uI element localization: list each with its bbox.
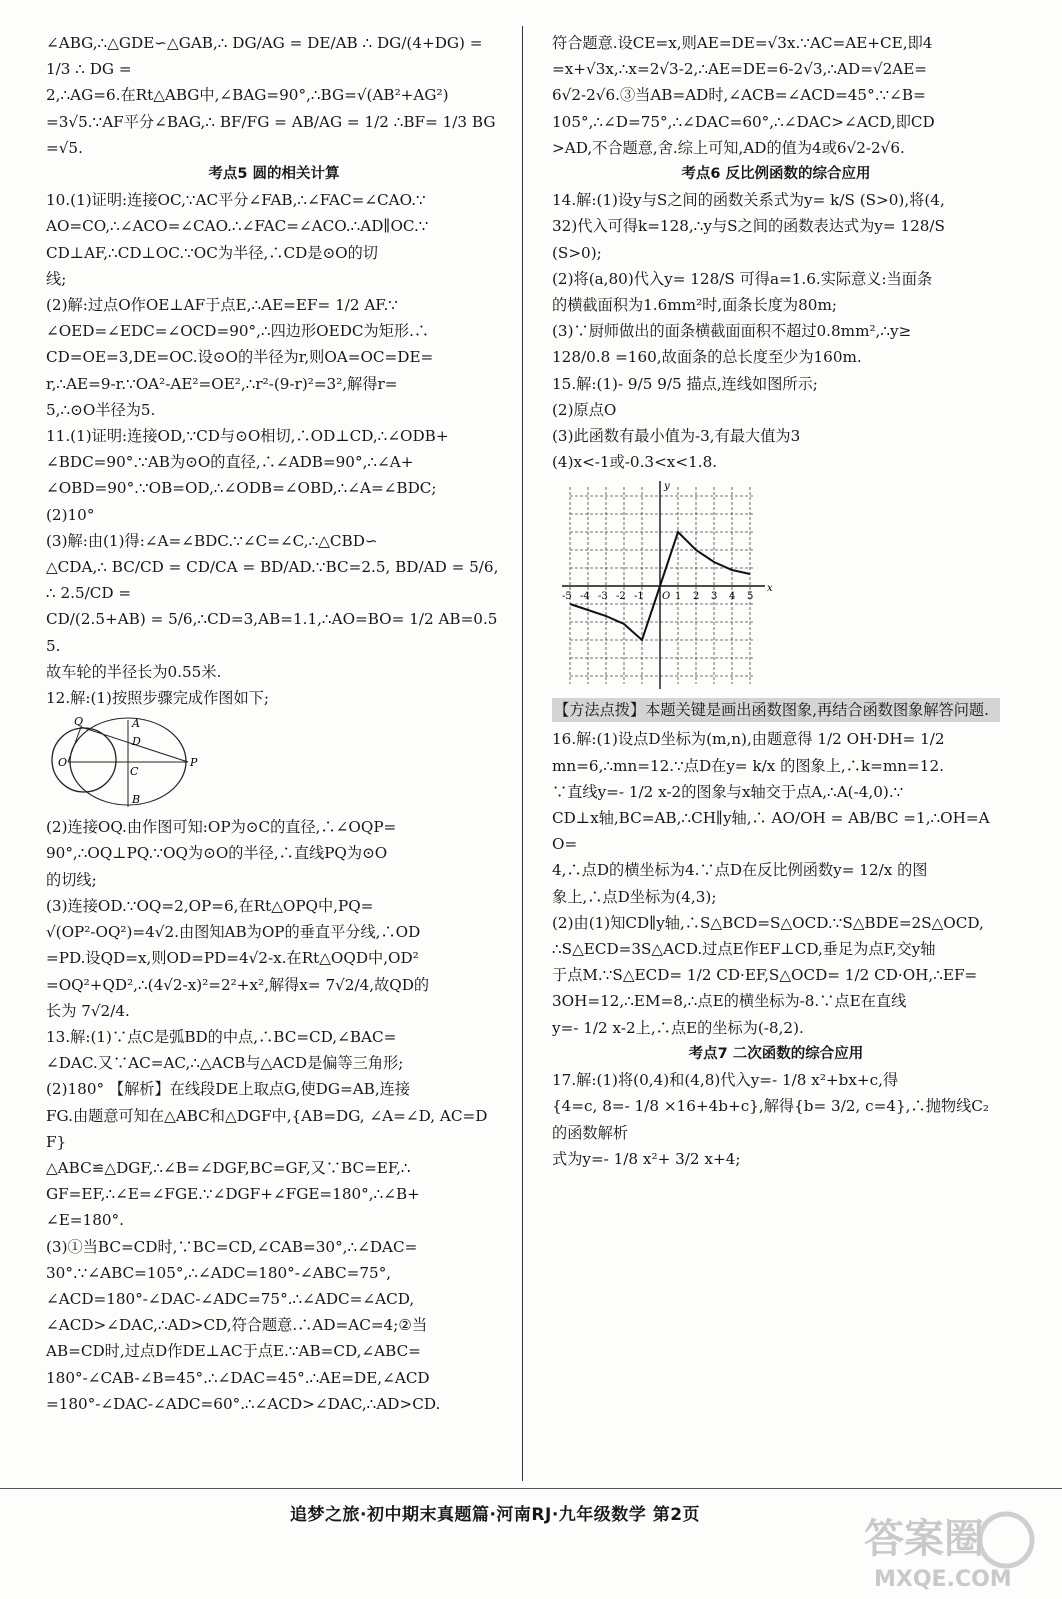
text-line: =OQ²+QD²,∴(4√2-x)²=2²+x²,解得x= 7√2/4,故QD的: [46, 975, 430, 994]
question-17: [552, 1067, 1000, 1172]
question-14: [552, 187, 1000, 370]
section-heading-7: 考点7 二次函数的综合应用: [688, 1045, 864, 1062]
text-line: 式为y=- 1/8 x²+ 3/2 x+4;: [552, 1149, 741, 1168]
section-heading-6: 考点6 反比例函数的综合应用: [681, 166, 871, 183]
function-graph-figure: [560, 479, 780, 694]
text-line: CD⊥AF,∴CD⊥OC.∵OC为半径,∴CD是⊙O的切: [46, 243, 378, 262]
text-line: (2)由(1)知CD∥y轴,∴S△BCD=S△OCD.∵S△BDE=2S△OCD,: [552, 913, 984, 932]
section-heading-5: 考点5 圆的相关计算: [208, 166, 340, 183]
column-divider: [522, 26, 523, 1481]
text-line: ∠E=180°.: [46, 1211, 124, 1230]
text-line: (3)①当BC=CD时,∵BC=CD,∠CAB=30°,∴∠DAC=: [46, 1237, 418, 1256]
text-line: 17.解:(1)将(0,4)和(4,8)代入y=- 1/8 x²+bx+c,得: [552, 1071, 899, 1090]
text-line: AO=CO,∴∠ACO=∠CAO.∴∠FAC=∠ACO.∴AD∥OC.∵: [46, 217, 429, 236]
text-line: {4=c, 8=- 1/8 ×16+4b+c},解得{b= 3/2, c=4},∴抛物线C₂的函数解析: [552, 1097, 989, 1142]
x-axis-label: x: [767, 583, 773, 595]
text-line: CD⊥x轴,BC=AB,∴CH∥y轴,∴ AO/OH = AB/BC =1,∴OH=AO=: [552, 809, 990, 854]
text-line: (3)此函数有最小值为-3,有最大值为3: [552, 427, 801, 446]
text-line: (2)10°: [46, 505, 95, 524]
text-line: (2)原点O: [552, 400, 617, 419]
text-line: 故车轮的半径长为0.55米.: [46, 662, 222, 681]
text-line: ∴S△ECD=3S△ACD.过点E作EF⊥CD,垂足为点F,交y轴: [552, 940, 936, 959]
label-q: Q: [74, 715, 84, 729]
text-line: =3√5.∵AF平分∠BAG,∴ BF/FG = AB/AG = 1/2 ∴BF= 1/3 BG=√5.: [46, 112, 496, 157]
tick-label: -5: [562, 591, 572, 603]
text-line: 象上,∴点D坐标为(4,3);: [552, 887, 717, 906]
tick-label: -4: [580, 591, 590, 603]
tick-label: 5: [747, 591, 754, 603]
text-line: mn=6,∴mn=12.∵点D在y= k/x 的图象上,∴k=mn=12.: [552, 756, 944, 775]
text-line: CD=OE=3,DE=OC.设⊙O的半径为r,则OA=OC=DE=: [46, 348, 434, 367]
watermark-brand: 答案圈: [864, 1516, 984, 1562]
text-line: 16.解:(1)设点D坐标为(m,n),由题意得 1/2 OH·DH= 1/2: [552, 730, 945, 749]
y-axis-label: y: [664, 481, 670, 493]
tick-label: 1: [675, 591, 682, 603]
text-line: ∠DAC.又∵AC=AC,∴△ACB与△ACD是偏等三角形;: [46, 1054, 404, 1073]
label-a: A: [132, 717, 140, 731]
left-column: [46, 30, 502, 1417]
text-line: △CDA,∴ BC/CD = CD/CA = BD/AD.∵BC=2.5, BD/AD = 5/6,∴ 2.5/CD =: [46, 558, 499, 603]
text-line: (2)180° 【解析】在线段DE上取点G,使DG=AB,连接: [46, 1080, 411, 1099]
text-line: (3)∵厨师做出的面条横截面面积不超过0.8mm²,∴y≥: [552, 322, 912, 341]
text-line: 13.解:(1)∵点C是弧BD的中点,∴BC=CD,∠BAC=: [46, 1027, 397, 1046]
label-c: C: [130, 765, 139, 779]
text-line: 90°,∴OQ⊥PQ.∵OQ为⊙O的半径,∴直线PQ为⊙O: [46, 844, 388, 863]
question-13: [46, 1024, 502, 1417]
text-line: (2)连接OQ.由作图可知:OP为⊙C的直径,∴∠OQP=: [46, 818, 397, 837]
tick-label: -3: [598, 591, 608, 603]
text-line: 11.(1)证明:连接OD,∵CD与⊙O相切,∴OD⊥CD,∴∠ODB+: [46, 427, 449, 446]
text-line: 的横截面积为1.6mm²时,面条长度为80m;: [552, 296, 837, 315]
text-line: r,∴AE=9-r.∵OA²-AE²=OE²,∴r²-(9-r)²=3²,解得r=: [46, 374, 398, 393]
text-line: 30°.∵∠ABC=105°,∴∠ADC=180°-∠ABC=75°,: [46, 1263, 392, 1282]
text-line: △ABC≌△DGF,∴∠B=∠DGF,BC=GF,又∵BC=EF,∴: [46, 1158, 411, 1177]
text-line: 符合题意.设CE=x,则AE=DE=√3x.∵AC=AE+CE,即4: [552, 34, 933, 52]
question-11: [46, 423, 502, 685]
text-line: 105°,∴∠D=75°,∴∠DAC=60°,∴∠DAC>∠ACD,即CD: [552, 112, 935, 131]
text-line: 2,∴AG=6.在Rt△ABG中,∠BAG=90°,∴BG=√(AB²+AG²): [46, 86, 449, 105]
page-footer: 追梦之旅·初中期末真题篇·河南RJ·九年级数学 第2页: [290, 1505, 701, 1525]
text-line: ∠ABG,∴△GDE∽△GAB,∴ DG/AG = DE/AB ∴ DG/(4+DG) = 1/3 ∴ DG =: [46, 34, 483, 79]
text-line: (3)解:由(1)得:∠A=∠BDC.∵∠C=∠C,∴△CBD∽: [46, 531, 378, 550]
text-line: 5,∴⊙O半径为5.: [46, 400, 156, 419]
text-line: CD/(2.5+AB) = 5/6,∴CD=3,AB=1.1,∴AO=BO= 1/2 AB=0.55.: [46, 610, 498, 655]
origin-label: O: [662, 591, 671, 603]
label-o: O: [58, 756, 68, 770]
label-p: P: [190, 756, 198, 770]
text-line: (4)x<-1或-0.3<x<1.8.: [552, 453, 718, 472]
text-line: ∠ACD=180°-∠DAC-∠ADC=75°.∴∠ADC=∠ACD,: [46, 1289, 415, 1308]
text-line: 4,∴点D的横坐标为4.∵点D在反比例函数y= 12/x 的图: [552, 861, 928, 880]
text-line: =PD.设QD=x,则OD=PD=4√2-x.在Rt△OQD中,OD²: [46, 949, 419, 968]
tick-label: 2: [693, 591, 700, 603]
text-line: 3OH=12,∴EM=8,∴点E的横坐标为-8.∵点E在直线: [552, 992, 907, 1011]
text-line: 15.解:(1)- 9/5 9/5 描点,连线如图所示;: [552, 374, 818, 393]
label-b: B: [132, 793, 141, 807]
line-oq: [68, 727, 81, 762]
text-line: (2)将(a,80)代入y= 128/S 可得a=1.6.实际意义:当面条: [552, 269, 933, 288]
text-line: 32)代入可得k=128,∴y与S之间的函数表达式为y= 128/S: [552, 217, 945, 236]
text-line: AB=CD时,过点D作DE⊥AC于点E.∵AB=CD,∠ABC=: [46, 1342, 421, 1361]
text-line: 线;: [46, 269, 67, 288]
text-line: ∠OBD=90°.∵OB=OD,∴∠ODB=∠OBD,∴∠A=∠BDC;: [46, 479, 437, 498]
watermark-logo: [844, 1500, 1044, 1592]
text-line: 12.解:(1)按照步骤完成作图如下;: [46, 689, 269, 708]
method-tip: 【方法点拨】本题关键是画出函数图象,再结合函数图象解答问题.: [552, 698, 1000, 722]
watermark-url: MXQE.COM: [874, 1567, 1012, 1592]
text-line: ∠BDC=90°.∵AB为⊙O的直径,∴∠ADB=90°,∴∠A+: [46, 453, 414, 472]
text-line: 的切线;: [46, 870, 97, 889]
tick-label: -1: [634, 591, 644, 603]
text-line: 长为 7√2/4.: [46, 1001, 130, 1020]
watermark-circle-icon: [980, 1514, 1032, 1566]
question-12: [46, 685, 502, 1024]
text-line: FG.由题意可知在△ABC和△DGF中,{AB=DG, ∠A=∠D, AC=DF}: [46, 1106, 488, 1151]
text-line: >AD,不合题意,舍.综上可知,AD的值为4或6√2-2√6.: [552, 138, 905, 157]
text-line: 14.解:(1)设y与S之间的函数关系式为y= k/S (S>0),将(4,: [552, 191, 945, 210]
text-line: ∠OED=∠EDC=∠OCD=90°,∴四边形OEDC为矩形.∴: [46, 322, 430, 341]
text-line: 10.(1)证明:连接OC,∵AC平分∠FAB,∴∠FAC=∠CAO.∵: [46, 191, 426, 210]
tick-label: 3: [711, 591, 718, 603]
text-line: 于点M.∵S△ECD= 1/2 CD·EF,S△OCD= 1/2 CD·OH,∴EF=: [552, 966, 978, 985]
label-d: D: [132, 735, 141, 749]
text-line: =180°-∠DAC-∠ADC=60°.∴∠ACD>∠DAC,∴AD>CD.: [46, 1394, 441, 1413]
text-line: (S>0);: [552, 243, 602, 262]
circle-construction-figure: [46, 715, 206, 810]
tick-label: -2: [616, 591, 626, 603]
question-10: [46, 187, 502, 423]
text-line: √(OP²-OQ²)=4√2.由图知AB为OP的垂直平分线,∴OD: [46, 923, 421, 942]
text-line: 6√2-2√6.③当AB=AD时,∠ACB=∠ACD=45°.∵∠B=: [552, 86, 926, 105]
text-line: ∠ACD>∠DAC,∴AD>CD,符合题意.∴AD=AC=4;②当: [46, 1316, 428, 1335]
right-column: [552, 30, 1000, 1172]
text-line: ∵直线y=- 1/2 x-2的图象与x轴交于点A,∴A(-4,0).∵: [552, 782, 904, 801]
question-16: [552, 726, 1000, 1040]
text-line: y=- 1/2 x-2上,∴点E的坐标为(-8,2).: [552, 1018, 804, 1037]
text-line: GF=EF,∴∠E=∠FGE.∵∠DGF+∠FGE=180°,∴∠B+: [46, 1185, 420, 1204]
text-line: =x+√3x,∴x=2√3-2,∴AE=DE=6-2√3,∴AD=√2AE=: [552, 60, 928, 79]
footer-rule: [0, 1488, 1062, 1489]
text-line: (3)连接OD.∵OQ=2,OP=6,在Rt△OPQ中,PQ=: [46, 896, 374, 915]
question-15: [552, 371, 1000, 695]
tick-label: 4: [729, 591, 736, 603]
text-line: 180°-∠CAB-∠B=45°.∴∠DAC=45°.∴AE=DE,∠ACD: [46, 1368, 430, 1387]
text-line: 128/0.8 =160,故面条的总长度至少为160m.: [552, 348, 862, 367]
text-line: (2)解:过点O作OE⊥AF于点E,∴AE=EF= 1/2 AF.∵: [46, 296, 398, 315]
